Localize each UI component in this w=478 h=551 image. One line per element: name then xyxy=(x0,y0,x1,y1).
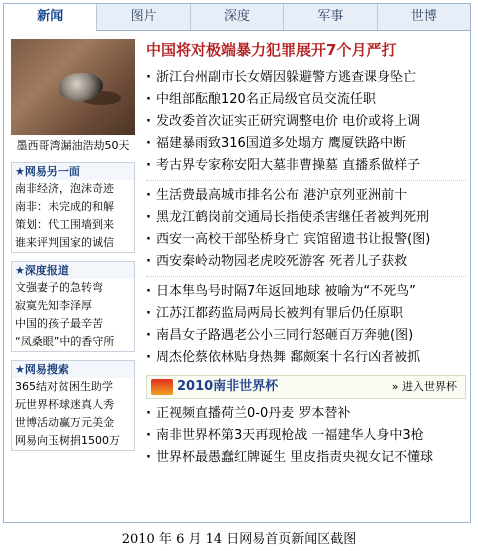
world-cup-logo-icon xyxy=(151,379,173,395)
in-depth-box xyxy=(11,261,135,352)
enter-world-cup-link[interactable]: » 进入世界杯 xyxy=(391,380,457,393)
divider xyxy=(146,276,466,277)
main-news-column xyxy=(146,37,466,469)
netease-search-box xyxy=(11,360,135,451)
news-link[interactable]: · 中组部酝酿120名正局级官员交流任职 xyxy=(146,89,466,111)
news-link[interactable]: · 福建暴雨致316国道多处塌方 鹰厦铁路中断 xyxy=(146,133,466,155)
photo-caption[interactable]: 墨西哥湾漏油浩劫50天 xyxy=(16,139,130,152)
news-link[interactable]: · 南非世界杯第3天再现枪战 一福建华人身中3枪 xyxy=(146,425,466,447)
news-link[interactable]: · 西安一高校干部坠桥身亡 宾馆留遗书让报警(图) xyxy=(146,229,466,251)
news-list-3 xyxy=(146,281,466,369)
box-link[interactable]: 寂寞先知李泽厚 xyxy=(15,299,92,312)
left-column xyxy=(11,39,135,451)
top-headline[interactable]: 中国将对极端暴力犯罪展开7个月严打 xyxy=(146,41,397,59)
tab-military[interactable]: 军事 xyxy=(283,4,376,30)
tab-photos[interactable]: 图片 xyxy=(96,4,189,30)
box-link[interactable]: 南非经济，泡沫奇迹 xyxy=(15,182,114,195)
news-link[interactable]: · 日本隼鸟号时隔7年返回地球 被喻为“不死鸟” xyxy=(146,281,466,303)
box-link[interactable]: 文强妻子的急转弯 xyxy=(15,281,103,294)
box-link[interactable]: 中国的孩子最辛苦 xyxy=(15,317,103,330)
news-link[interactable]: · 南昌女子路遇老公小三同行怒砸百万奔驰(图) xyxy=(146,325,466,347)
box-title: ★网易搜索 xyxy=(12,361,134,378)
news-list-4 xyxy=(146,403,466,469)
world-cup-title: 2010南非世界杯 xyxy=(177,379,279,394)
news-link[interactable]: · 正视频直播荷兰0-0丹麦 罗本替补 xyxy=(146,403,466,425)
news-link[interactable]: · 黑龙江鹤岗前交通局长指使杀害继任者被判死刑 xyxy=(146,207,466,229)
box-link[interactable]: 策划：代工围墙到来 xyxy=(15,218,114,231)
news-link[interactable]: · 世界杯最愚蠢红牌诞生 里皮指责央视女记不懂球 xyxy=(146,447,466,469)
news-link[interactable]: · 西安秦岭动物园老虎咬死游客 死者儿子获救 xyxy=(146,251,466,273)
news-link[interactable]: · 考古界专家称安阳大墓非曹操墓 直播系做样子 xyxy=(146,155,466,177)
box-link[interactable]: 谁来评判国家的诚信 xyxy=(15,236,114,249)
news-link[interactable]: · 周杰伦蔡依林贴身热舞 鄱颇案十名行凶者被抓 xyxy=(146,347,466,369)
box-link[interactable]: 网易向玉树捐1500万 xyxy=(15,434,120,447)
tab-expo[interactable]: 世博 xyxy=(377,4,470,30)
netease-other-side-box xyxy=(11,162,135,253)
screenshot-caption: 2010 年 6 月 14 日网易首页新闻区截图 xyxy=(121,532,357,547)
box-link[interactable]: 365结对贫困生助学 xyxy=(15,380,113,393)
news-link[interactable]: · 江苏江都药监局两局长被判有罪后仍任原职 xyxy=(146,303,466,325)
box-link[interactable]: 南非：未完成的和解 xyxy=(15,200,114,213)
news-link[interactable]: · 发改委首次证实正研究调整电价 电价或将上调 xyxy=(146,111,466,133)
news-list-2 xyxy=(146,185,466,273)
box-link[interactable]: 玩世界杯球迷真人秀 xyxy=(15,398,114,411)
box-title: ★深度报道 xyxy=(12,262,134,279)
divider xyxy=(146,180,466,181)
news-link[interactable]: · 浙江台州副市长女婿因躲避警方逃查课身坠亡 xyxy=(146,67,466,89)
box-link[interactable]: “凤桑眼”中的香守所 xyxy=(15,335,115,348)
enter-world-cup-label: 进入世界杯 xyxy=(402,380,457,393)
news-panel xyxy=(3,3,471,523)
oil-spill-photo[interactable] xyxy=(11,39,135,135)
box-title: ★网易另一面 xyxy=(12,163,134,180)
news-list-1 xyxy=(146,67,466,177)
news-link[interactable]: · 生活费最高城市排名公布 港沪京列亚洲前十 xyxy=(146,185,466,207)
box-link[interactable]: 世博活动赢万元美金 xyxy=(15,416,114,429)
tab-depth[interactable]: 深度 xyxy=(190,4,283,30)
tab-bar xyxy=(4,4,470,31)
tab-news[interactable]: 新闻 xyxy=(4,4,96,31)
world-cup-banner[interactable] xyxy=(146,375,466,399)
